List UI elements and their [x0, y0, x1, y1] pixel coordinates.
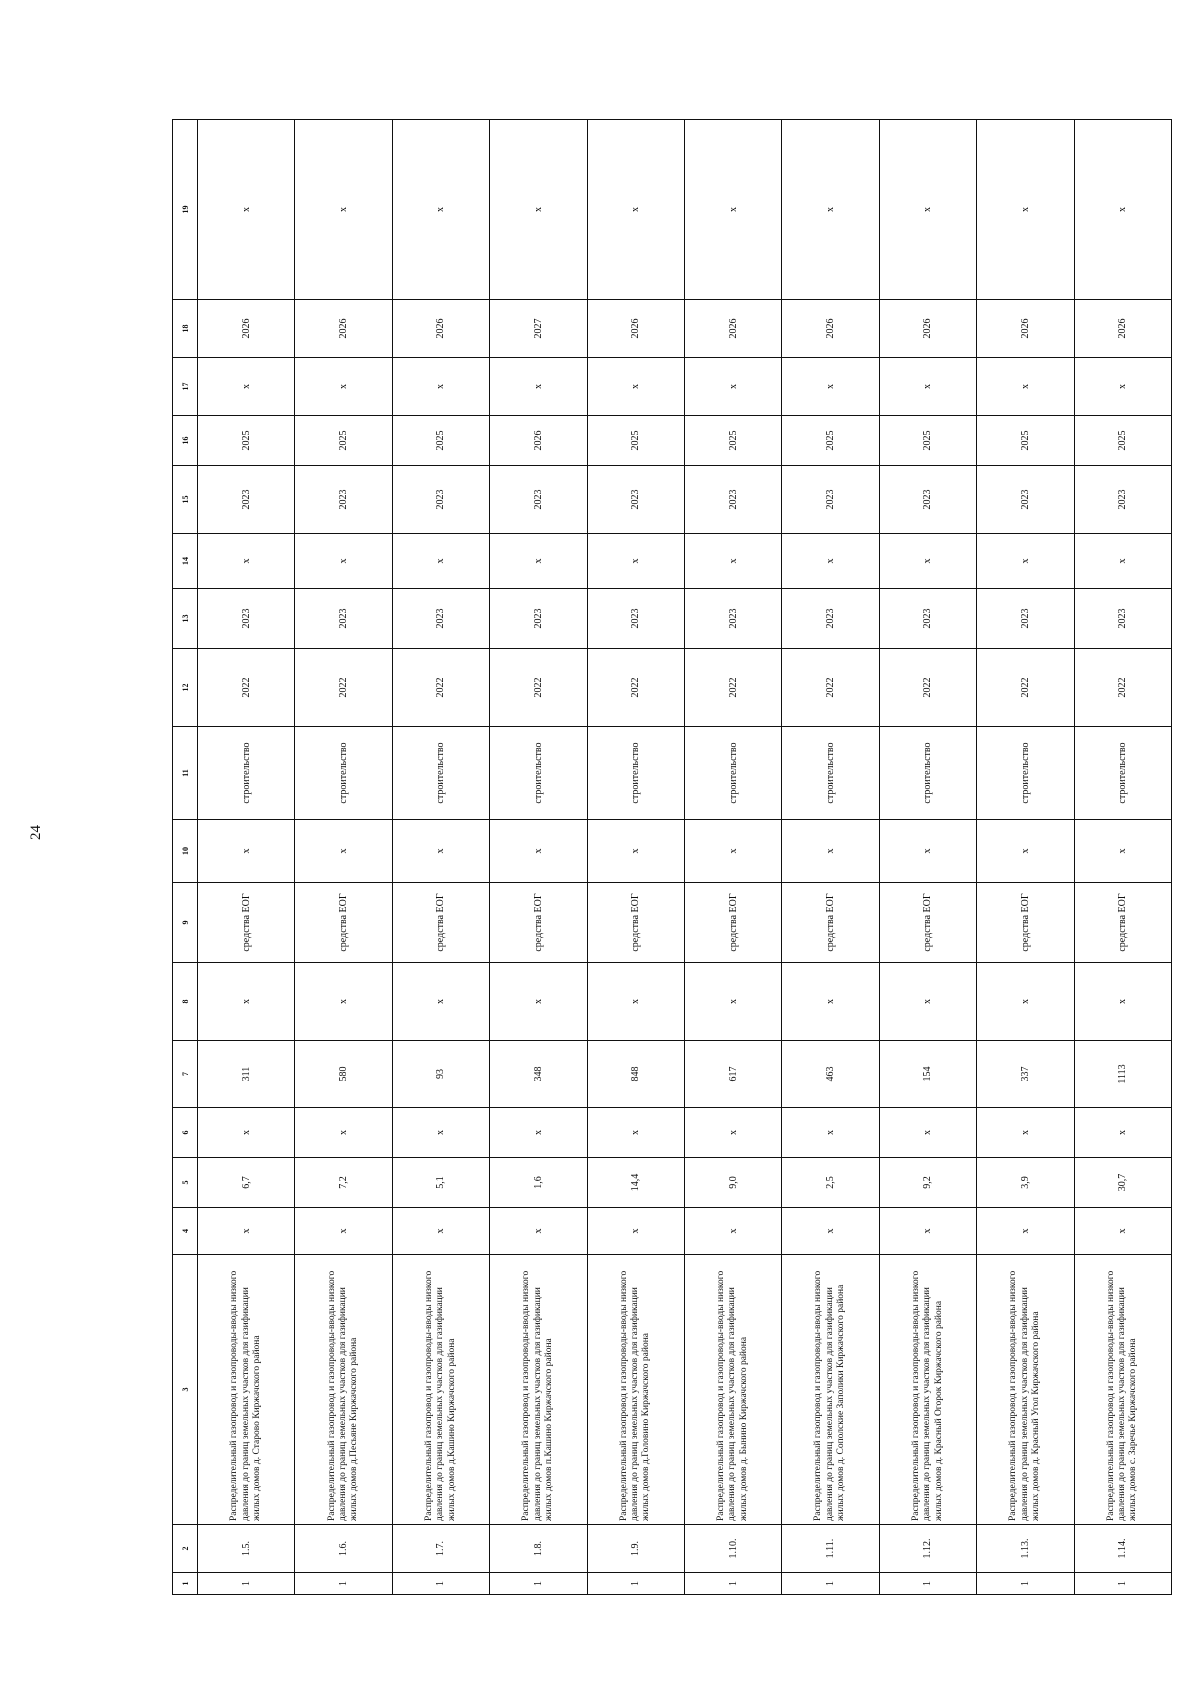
column-header-6: 6: [173, 1108, 198, 1158]
cell-col-13: 2023: [295, 589, 392, 649]
column-header-13: 13: [173, 589, 198, 649]
cell-col-15: 2023: [977, 466, 1074, 534]
cell-col-14: х: [684, 534, 781, 589]
cell-col-10: х: [782, 820, 879, 883]
cell-col-10: х: [392, 820, 489, 883]
cell-col-3: Распределительный газопровод и газопроводы-вводы низкого давления до границ земельных участков для газификации жилых домов с. Заречье Киржачского района: [1074, 1255, 1171, 1525]
cell-col-17: х: [490, 358, 587, 416]
cell-col-5: 1,6: [490, 1158, 587, 1208]
cell-col-3: Распределительный газопровод и газопроводы-вводы низкого давления до границ земельных участков для газификации жилых домов д.Кашино Киржачского района: [392, 1255, 489, 1525]
cell-col-12: 2022: [392, 649, 489, 727]
cell-col-1: 1: [587, 1573, 684, 1595]
cell-col-9: средства ЕОГ: [782, 883, 879, 963]
cell-col-1: 1: [879, 1573, 976, 1595]
cell-col-1: 1: [295, 1573, 392, 1595]
cell-col-12: 2022: [977, 649, 1074, 727]
cell-col-4: х: [1074, 1208, 1171, 1255]
cell-col-3: Распределительный газопровод и газопроводы-вводы низкого давления до границ земельных участков для газификации жилых домов д. Старово Киржачского района: [198, 1255, 295, 1525]
column-header-12: 12: [173, 649, 198, 727]
cell-col-15: 2023: [782, 466, 879, 534]
cell-col-13: 2023: [392, 589, 489, 649]
cell-col-14: х: [295, 534, 392, 589]
cell-col-3: Распределительный газопровод и газопроводы-вводы низкого давления до границ земельных участков для газификации жилых домов д. Красный Огорок Киржачского района: [879, 1255, 976, 1525]
cell-col-9: средства ЕОГ: [392, 883, 489, 963]
cell-col-17: х: [295, 358, 392, 416]
cell-col-10: х: [879, 820, 976, 883]
cell-col-18: 2026: [198, 300, 295, 358]
cell-col-2: 1.5.: [198, 1525, 295, 1573]
cell-col-18: 2026: [587, 300, 684, 358]
cell-col-14: х: [392, 534, 489, 589]
cell-col-18: 2027: [490, 300, 587, 358]
cell-col-11: строительство: [684, 727, 781, 820]
cell-col-17: х: [587, 358, 684, 416]
cell-col-9: средства ЕОГ: [198, 883, 295, 963]
cell-col-12: 2022: [879, 649, 976, 727]
column-header-1: 1: [173, 1573, 198, 1595]
table-row: [879, 120, 976, 1595]
cell-col-1: 1: [490, 1573, 587, 1595]
table-body: [198, 120, 1172, 1595]
cell-col-12: 2022: [587, 649, 684, 727]
cell-col-13: 2023: [587, 589, 684, 649]
cell-col-5: 3,9: [977, 1158, 1074, 1208]
cell-col-1: 1: [198, 1573, 295, 1595]
cell-col-11: строительство: [1074, 727, 1171, 820]
cell-col-4: х: [782, 1208, 879, 1255]
cell-col-13: 2023: [782, 589, 879, 649]
cell-col-17: х: [684, 358, 781, 416]
cell-col-8: х: [198, 963, 295, 1041]
cell-col-9: средства ЕОГ: [490, 883, 587, 963]
cell-col-2: 1.10.: [684, 1525, 781, 1573]
cell-col-4: х: [295, 1208, 392, 1255]
cell-col-19: х: [1074, 120, 1171, 300]
column-header-4: 4: [173, 1208, 198, 1255]
cell-col-12: 2022: [490, 649, 587, 727]
cell-col-8: х: [295, 963, 392, 1041]
cell-col-3: Распределительный газопровод и газопроводы-вводы низкого давления до границ земельных участков для газификации жилых домов д.Головино Киржачского района: [587, 1255, 684, 1525]
cell-col-14: х: [198, 534, 295, 589]
cell-col-9: средства ЕОГ: [1074, 883, 1171, 963]
cell-col-2: 1.14.: [1074, 1525, 1171, 1573]
cell-col-8: х: [1074, 963, 1171, 1041]
cell-col-15: 2023: [587, 466, 684, 534]
cell-col-2: 1.11.: [782, 1525, 879, 1573]
cell-col-7: 580: [295, 1041, 392, 1108]
cell-col-19: х: [198, 120, 295, 300]
cell-col-15: 2023: [490, 466, 587, 534]
cell-col-4: х: [684, 1208, 781, 1255]
cell-col-16: 2025: [198, 416, 295, 466]
column-header-14: 14: [173, 534, 198, 589]
cell-col-6: х: [782, 1108, 879, 1158]
cell-col-9: средства ЕОГ: [977, 883, 1074, 963]
cell-col-2: 1.8.: [490, 1525, 587, 1573]
cell-col-2: 1.13.: [977, 1525, 1074, 1573]
column-header-7: 7: [173, 1041, 198, 1108]
column-header-18: 18: [173, 300, 198, 358]
cell-col-18: 2026: [1074, 300, 1171, 358]
table-row: [977, 120, 1074, 1595]
cell-col-18: 2026: [977, 300, 1074, 358]
cell-col-17: х: [1074, 358, 1171, 416]
cell-col-11: строительство: [490, 727, 587, 820]
cell-col-7: 93: [392, 1041, 489, 1108]
table-row: [295, 120, 392, 1595]
column-header-8: 8: [173, 963, 198, 1041]
cell-col-2: 1.12.: [879, 1525, 976, 1573]
column-header-11: 11: [173, 727, 198, 820]
cell-col-16: 2025: [392, 416, 489, 466]
cell-col-6: х: [295, 1108, 392, 1158]
cell-col-15: 2023: [392, 466, 489, 534]
cell-col-7: 463: [782, 1041, 879, 1108]
table-row: [198, 120, 295, 1595]
column-header-9: 9: [173, 883, 198, 963]
cell-col-2: 1.6.: [295, 1525, 392, 1573]
cell-col-17: х: [782, 358, 879, 416]
rotated-table-wrapper: [172, 120, 1172, 1595]
cell-col-4: х: [879, 1208, 976, 1255]
cell-col-14: х: [587, 534, 684, 589]
cell-col-6: х: [1074, 1108, 1171, 1158]
cell-col-11: строительство: [977, 727, 1074, 820]
cell-col-1: 1: [684, 1573, 781, 1595]
cell-col-8: х: [490, 963, 587, 1041]
cell-col-8: х: [684, 963, 781, 1041]
cell-col-11: строительство: [587, 727, 684, 820]
cell-col-5: 5,1: [392, 1158, 489, 1208]
cell-col-14: х: [490, 534, 587, 589]
table-row: [1074, 120, 1171, 1595]
cell-col-15: 2023: [879, 466, 976, 534]
cell-col-19: х: [782, 120, 879, 300]
cell-col-19: х: [684, 120, 781, 300]
cell-col-19: х: [879, 120, 976, 300]
cell-col-9: средства ЕОГ: [295, 883, 392, 963]
table-row: [684, 120, 781, 1595]
cell-col-12: 2022: [198, 649, 295, 727]
cell-col-10: х: [587, 820, 684, 883]
cell-col-12: 2022: [684, 649, 781, 727]
cell-col-7: 1113: [1074, 1041, 1171, 1108]
cell-col-18: 2026: [295, 300, 392, 358]
cell-col-12: 2022: [782, 649, 879, 727]
cell-col-10: х: [684, 820, 781, 883]
cell-col-10: х: [490, 820, 587, 883]
cell-col-10: х: [198, 820, 295, 883]
cell-col-8: х: [977, 963, 1074, 1041]
cell-col-9: средства ЕОГ: [587, 883, 684, 963]
cell-col-6: х: [490, 1108, 587, 1158]
column-header-3: 3: [173, 1255, 198, 1525]
cell-col-6: х: [198, 1108, 295, 1158]
cell-col-18: 2026: [879, 300, 976, 358]
cell-col-19: х: [490, 120, 587, 300]
cell-col-15: 2023: [198, 466, 295, 534]
cell-col-14: х: [879, 534, 976, 589]
cell-col-5: 30,7: [1074, 1158, 1171, 1208]
cell-col-13: 2023: [198, 589, 295, 649]
cell-col-2: 1.9.: [587, 1525, 684, 1573]
cell-col-5: 2,5: [782, 1158, 879, 1208]
cell-col-14: х: [782, 534, 879, 589]
cell-col-11: строительство: [392, 727, 489, 820]
cell-col-4: х: [198, 1208, 295, 1255]
page-number: 24: [28, 825, 44, 840]
cell-col-13: 2023: [977, 589, 1074, 649]
cell-col-17: х: [392, 358, 489, 416]
cell-col-7: 311: [198, 1041, 295, 1108]
cell-col-4: х: [392, 1208, 489, 1255]
cell-col-3: Распределительный газопровод и газопроводы-вводы низкого давления до границ земельных участков для газификации жилых домов д. Сополские Заполики Киржачского района: [782, 1255, 879, 1525]
cell-col-11: строительство: [198, 727, 295, 820]
cell-col-5: 6,7: [198, 1158, 295, 1208]
cell-col-3: Распределительный газопровод и газопроводы-вводы низкого давления до границ земельных участков для газификации жилых домов д. Бынино Киржачского района: [684, 1255, 781, 1525]
cell-col-7: 348: [490, 1041, 587, 1108]
cell-col-4: х: [587, 1208, 684, 1255]
cell-col-16: 2025: [1074, 416, 1171, 466]
cell-col-15: 2023: [684, 466, 781, 534]
cell-col-16: 2025: [684, 416, 781, 466]
column-header-19: 19: [173, 120, 198, 300]
cell-col-10: х: [295, 820, 392, 883]
cell-col-12: 2022: [295, 649, 392, 727]
cell-col-6: х: [977, 1108, 1074, 1158]
cell-col-16: 2025: [977, 416, 1074, 466]
cell-col-19: х: [587, 120, 684, 300]
cell-col-8: х: [782, 963, 879, 1041]
cell-col-6: х: [392, 1108, 489, 1158]
cell-col-4: х: [977, 1208, 1074, 1255]
cell-col-7: 154: [879, 1041, 976, 1108]
cell-col-3: Распределительный газопровод и газопроводы-вводы низкого давления до границ земельных участков для газификации жилых домов д. Красный Угол Киржачского района: [977, 1255, 1074, 1525]
cell-col-13: 2023: [490, 589, 587, 649]
cell-col-1: 1: [977, 1573, 1074, 1595]
cell-col-16: 2025: [587, 416, 684, 466]
cell-col-5: 9,0: [684, 1158, 781, 1208]
cell-col-11: строительство: [879, 727, 976, 820]
cell-col-8: х: [587, 963, 684, 1041]
cell-col-11: строительство: [782, 727, 879, 820]
cell-col-1: 1: [782, 1573, 879, 1595]
cell-col-15: 2023: [1074, 466, 1171, 534]
gas-pipeline-table: [172, 119, 1172, 1595]
cell-col-19: х: [295, 120, 392, 300]
cell-col-9: средства ЕОГ: [879, 883, 976, 963]
cell-col-16: 2025: [295, 416, 392, 466]
cell-col-19: х: [392, 120, 489, 300]
cell-col-6: х: [879, 1108, 976, 1158]
cell-col-2: 1.7.: [392, 1525, 489, 1573]
cell-col-10: х: [977, 820, 1074, 883]
cell-col-3: Распределительный газопровод и газопроводы-вводы низкого давления до границ земельных участков для газификации жилых домов д.Песьяне Киржачского района: [295, 1255, 392, 1525]
cell-col-19: х: [977, 120, 1074, 300]
cell-col-16: 2025: [782, 416, 879, 466]
cell-col-15: 2023: [295, 466, 392, 534]
cell-col-17: х: [198, 358, 295, 416]
cell-col-3: Распределительный газопровод и газопроводы-вводы низкого давления до границ земельных участков для газификации жилых домов п.Кашино Киржачского района: [490, 1255, 587, 1525]
cell-col-7: 848: [587, 1041, 684, 1108]
cell-col-17: х: [977, 358, 1074, 416]
cell-col-8: х: [392, 963, 489, 1041]
cell-col-12: 2022: [1074, 649, 1171, 727]
cell-col-13: 2023: [879, 589, 976, 649]
column-header-2: 2: [173, 1525, 198, 1573]
cell-col-5: 14,4: [587, 1158, 684, 1208]
cell-col-4: х: [490, 1208, 587, 1255]
cell-col-16: 2025: [879, 416, 976, 466]
cell-col-8: х: [879, 963, 976, 1041]
cell-col-16: 2026: [490, 416, 587, 466]
cell-col-13: 2023: [1074, 589, 1171, 649]
column-header-16: 16: [173, 416, 198, 466]
cell-col-13: 2023: [684, 589, 781, 649]
table-row: [392, 120, 489, 1595]
cell-col-5: 9,2: [879, 1158, 976, 1208]
column-header-5: 5: [173, 1158, 198, 1208]
cell-col-1: 1: [392, 1573, 489, 1595]
table-row: [587, 120, 684, 1595]
table-row: [782, 120, 879, 1595]
table-row: [490, 120, 587, 1595]
cell-col-17: х: [879, 358, 976, 416]
cell-col-6: х: [587, 1108, 684, 1158]
column-header-15: 15: [173, 466, 198, 534]
cell-col-18: 2026: [392, 300, 489, 358]
cell-col-1: 1: [1074, 1573, 1171, 1595]
cell-col-9: средства ЕОГ: [684, 883, 781, 963]
cell-col-18: 2026: [684, 300, 781, 358]
cell-col-18: 2026: [782, 300, 879, 358]
column-header-17: 17: [173, 358, 198, 416]
cell-col-10: х: [1074, 820, 1171, 883]
cell-col-11: строительство: [295, 727, 392, 820]
cell-col-14: х: [1074, 534, 1171, 589]
cell-col-7: 337: [977, 1041, 1074, 1108]
cell-col-6: х: [684, 1108, 781, 1158]
column-header-10: 10: [173, 820, 198, 883]
cell-col-7: 617: [684, 1041, 781, 1108]
cell-col-5: 7,2: [295, 1158, 392, 1208]
column-number-header: [173, 120, 198, 1595]
cell-col-14: х: [977, 534, 1074, 589]
